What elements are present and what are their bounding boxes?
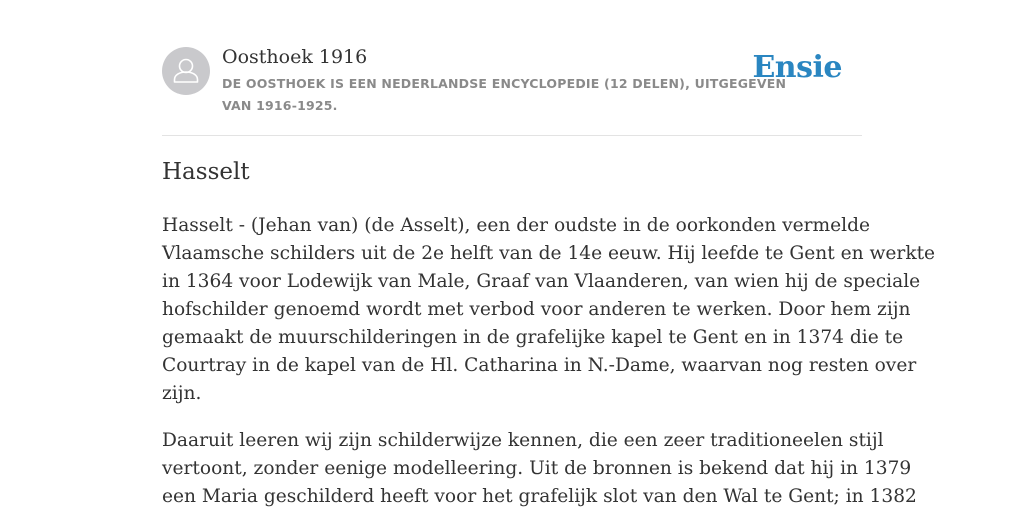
text-line: zijn. [162, 383, 202, 404]
source-description-line: VAN 1916-1925. [222, 98, 338, 113]
header-divider [162, 135, 862, 136]
source-description-line: DE OOSTHOEK IS EEN NEDERLANDSE ENCYCLOPEDIE (12 DELEN), UITGEGEVEN [222, 76, 787, 91]
text-line: een Maria geschilderd heeft voor het grafelijk slot van den Wal te Gent; in 1382 [162, 486, 917, 507]
text-line: Vlaamsche schilders uit de 2e helft van de 14e eeuw. Hij leefde te Gent en werkte [162, 243, 936, 264]
text-line: Daaruit leeren wij zijn schilderwijze kennen, die een zeer traditioneelen stijl [162, 430, 884, 451]
text-line: in 1364 voor Lodewijk van Male, Graaf van Vlaanderen, van wien hij de speciale [162, 271, 921, 292]
user-icon[interactable] [162, 47, 210, 95]
source-title[interactable]: Oosthoek 1916 [222, 46, 368, 68]
text-line: vertoont, zonder eenige modelleering. Uit de bronnen is bekend dat hij in 1379 [162, 458, 912, 479]
article-body [162, 212, 936, 512]
ensie-logo[interactable]: Ensie [752, 50, 842, 85]
text-line: Hasselt - (Jehan van) (de Asselt), een der oudste in de oorkonden vermelde [162, 215, 871, 236]
article-paragraph [162, 427, 917, 511]
text-line: hofschilder genoemd wordt met verbod voor anderen te werken. Door hem zijn [162, 299, 911, 320]
article-title: Hasselt [162, 159, 250, 185]
source-header [162, 46, 862, 136]
text-line: gemaakt de muurschilderingen in de grafelijke kapel te Gent en in 1374 die te [162, 327, 904, 348]
article-paragraph [162, 212, 936, 408]
source-description [222, 73, 787, 117]
text-line: Courtray in de kapel van de Hl. Catharina in N.-Dame, waarvan nog resten over [162, 355, 917, 376]
